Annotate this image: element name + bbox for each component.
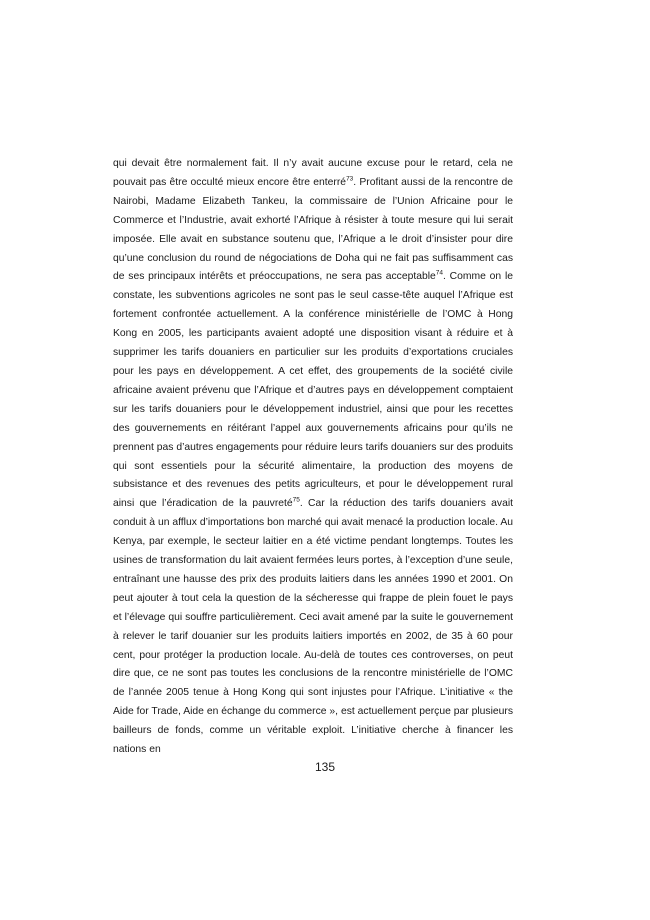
text-segment: qui devait être normalement fait. Il n’y avait aucune excuse pour le retard, cela ne pouvait pas être occulté mieux encore être enterré xyxy=(113,158,513,188)
page-number: 135 xyxy=(314,760,336,774)
footnote-ref[interactable]: 73 xyxy=(346,175,354,183)
footnote-ref[interactable]: 75 xyxy=(292,496,300,504)
footnote-ref[interactable]: 74 xyxy=(435,270,443,277)
text-segment: . Car la réduction des tarifs douaniers avait conduit à un afflux d’importations bon marché qui avait menacé la production locale. Au Kenya, par exemple, le secteur laitier en a été victime pendant longtemps. Toutes les usines de transformation du lait avaient fermées leurs portes, à l’exception d’une seule, entraînant une hausse des prix des produits laitiers dans les années 1990 et 2001. On peut ajouter à tout cela la question de la sécheresse qui frappe de plein fouet le pays et l’élevage qui souffre particulièrement. Ceci avait amené par la suite le gouvernement à relever le tarif douanier sur les produits laitiers importés en 2002, de 35 à 60 pour cent, pour protéger la production locale. Au-delà de toutes ces controverses, on peut dire que, ce ne sont pas toutes les conclusions de la rencontre ministérielle de l’OMC de l’année 2005 tenue à Hong Kong qui sont injustes pour l’Afrique. L’initiative « the Aide for Trade, Aide en échange du commerce », est actuellement perçue par plusieurs bailleurs de fonds, comme un véritable exploit. L’initiative cherche à financer les nations en xyxy=(113,498,513,756)
text-segment: . Profitant aussi de la rencontre de Nairobi, Madame Elizabeth Tankeu, la commissaire de l’Union Africaine pour le Commerce et l’Industrie, avait exhorté l’Afrique à résister à toute mesure qui lui serait imposée. Elle avait en substance soutenu que, l’Afrique a le droit d’insister pour dire qu’une conclusion du round de négociations de Doha qui ne fait pas suffisamment cas de ses principaux intérêts et préoccupations, ne sera pas acceptable xyxy=(113,176,513,283)
text-segment: . Comme on le constate, les subventions agricoles ne sont pas le seul casse-tête auquel l’Afrique est fortement confrontée actuellement. A la conférence ministérielle de l’OMC à Hong Kong en 2005, les participants avaient adopté une disposition visant à réduire et à supprimer les tarifs douaniers en particulier sur les produits d’exportations cruciales pour les pays en développement. A cet effet, des groupements de la société civile africaine avaient prévenu que l’Afrique et d’autres pays en développement comptaient sur les tarifs douaniers pour le développement industriel, ainsi que pour les recettes des gouvernements en réitérant l’appel aux gouvernements africains pour qu’ils ne prennent pas d’autres engagements pour réduire leurs tarifs douaniers sur des produits qui sont essentiels pour la sécurité alimentaire, la production des moyens de subsistance et des revenues des petits agriculteurs, et pour le développement rural ainsi que l’éradication de la pauvreté xyxy=(113,271,514,510)
body-paragraph xyxy=(113,155,513,760)
